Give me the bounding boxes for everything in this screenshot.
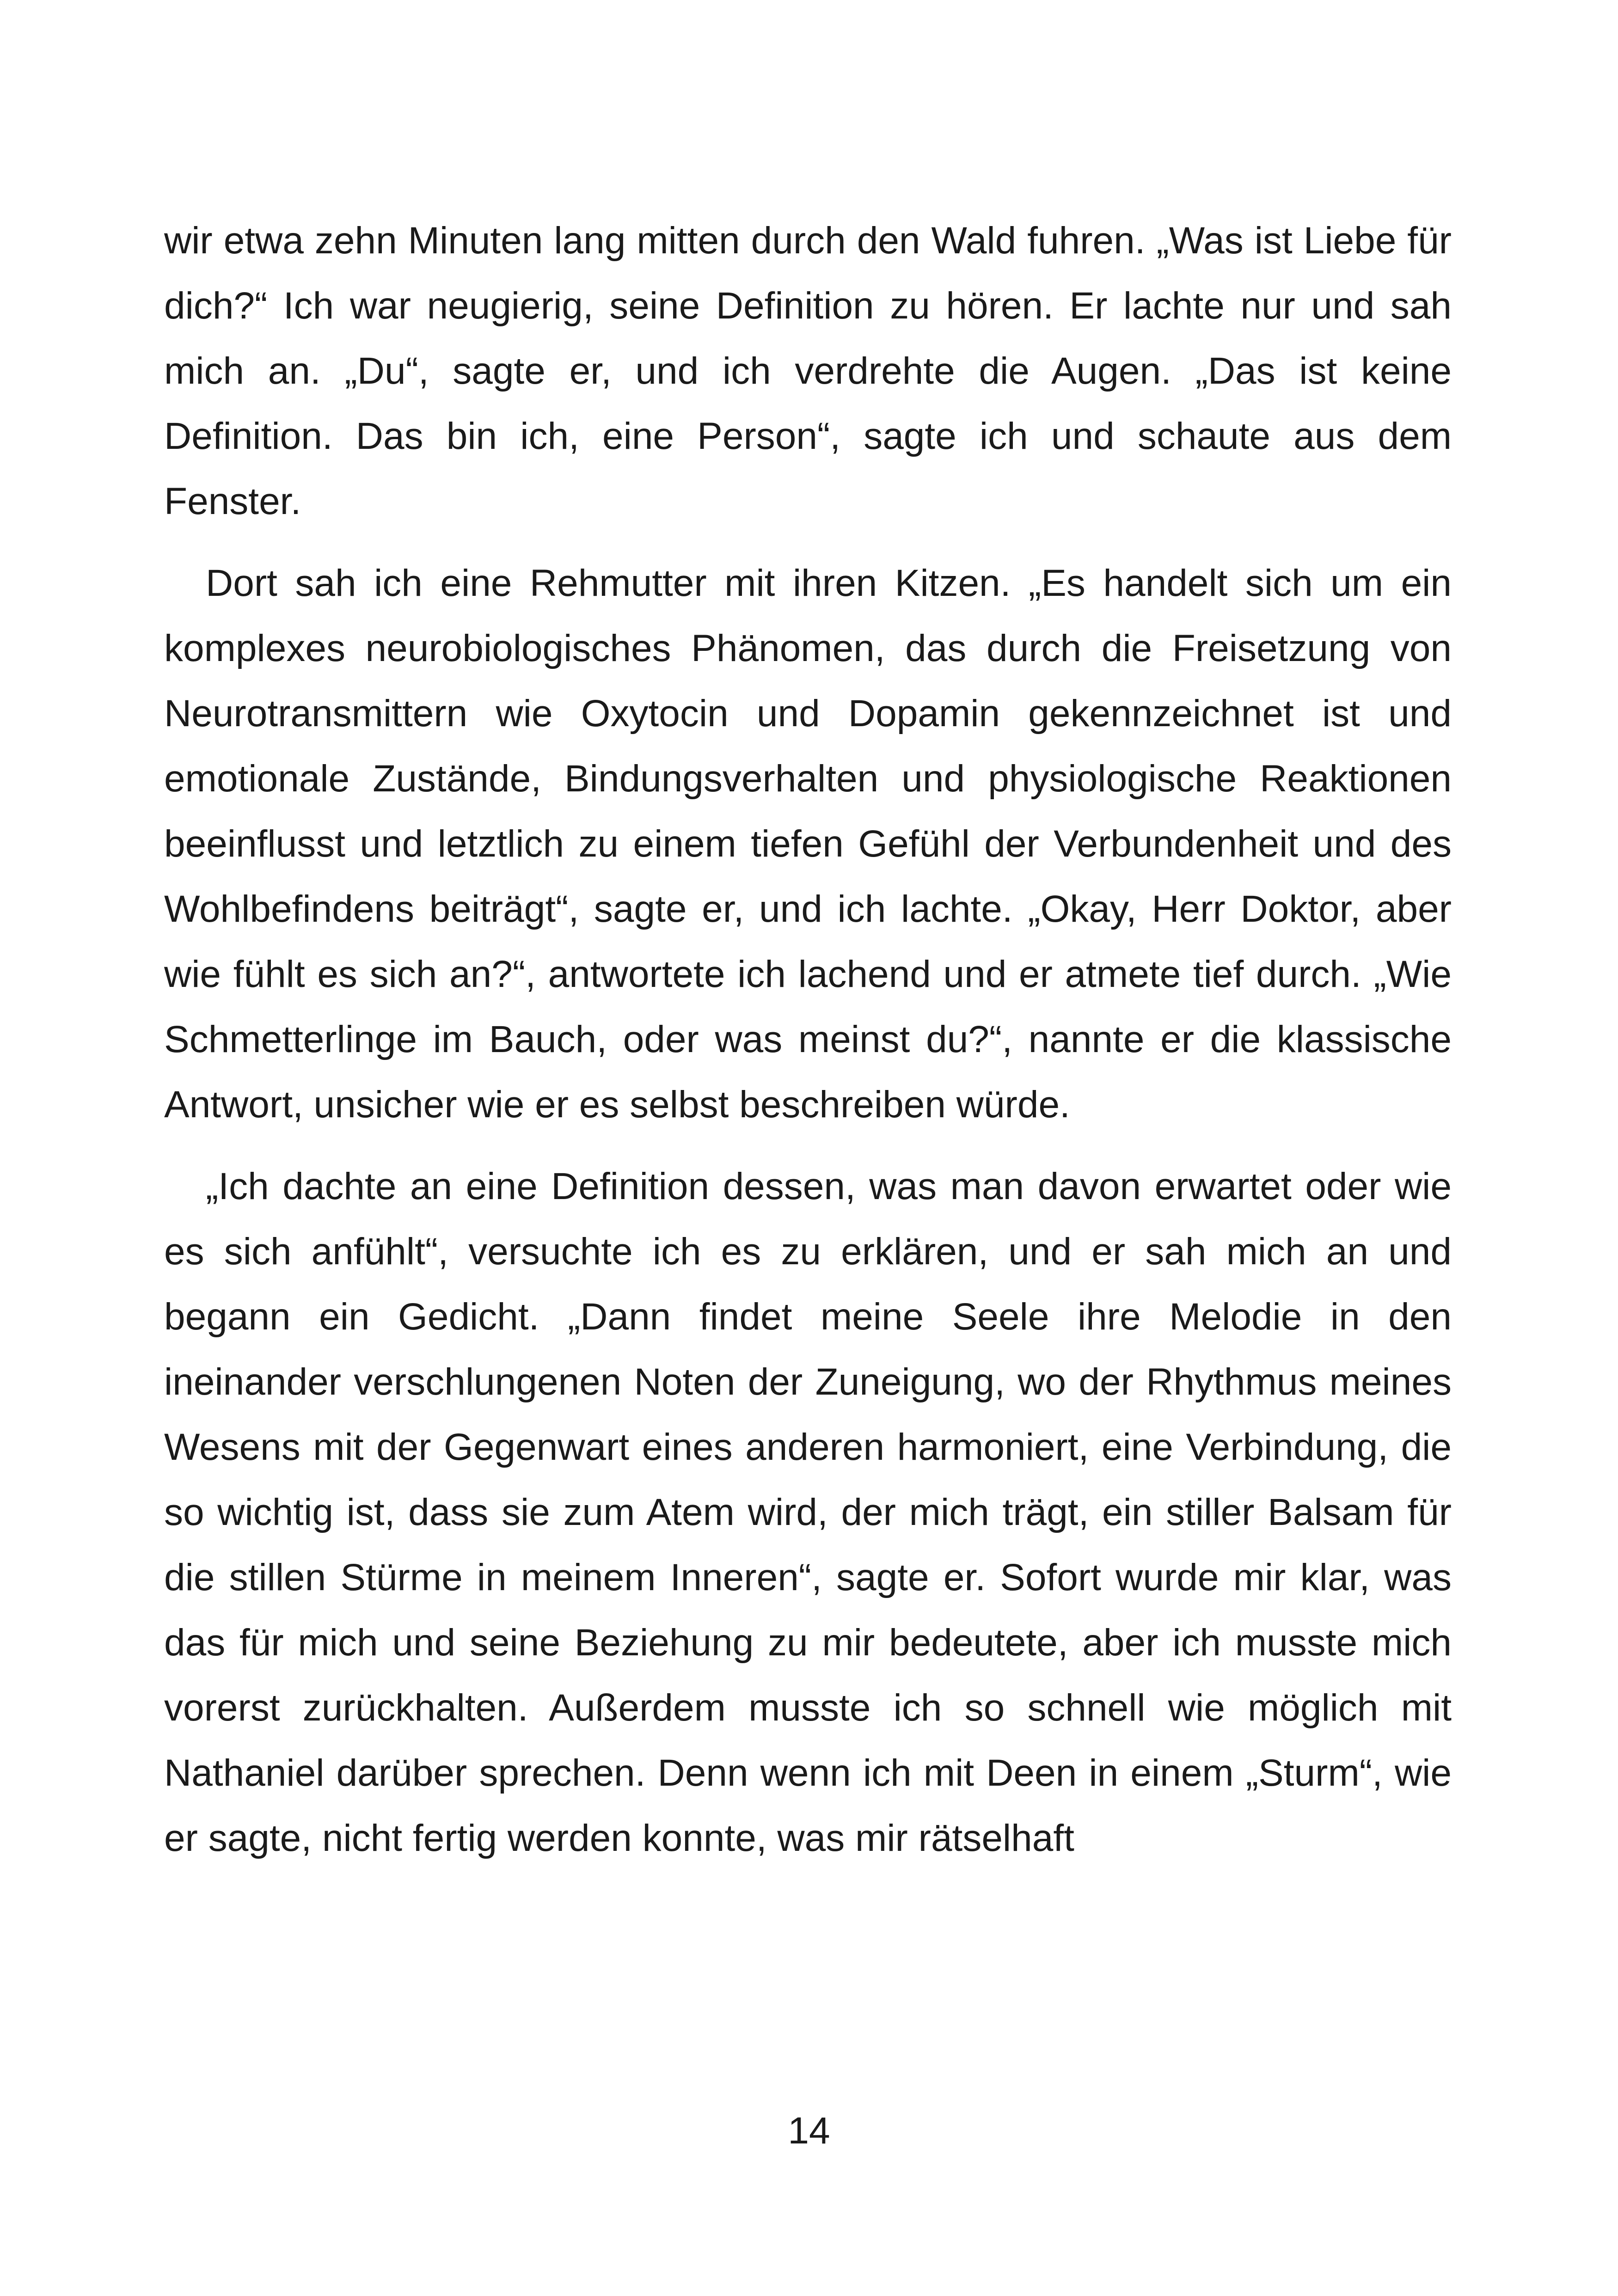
paragraph-3: „Ich dachte an eine Definition dessen, was man davon erwartet oder wie es sich anfühlt“, versuchte ich es zu erklären, und er sah mich an und begann ein Gedicht. „Dann findet meine Seele ihre Melodie in den ineinander verschlungenen Noten der Zuneigung, wo der Rhythmus meines Wesens mit der Gegenwart eines anderen harmoniert, eine Verbindung, die so wichtig ist, dass sie zum Atem wird, der mich trägt, ein stiller Balsam für die stillen Stürme in meinem Inneren“, sagte er. Sofort wurde mir klar, was das für mich und seine Beziehung zu mir bedeutete, aber ich musste mich vorerst zurückhalten. Außerdem musste ich so schnell wie möglich mit Nathaniel darüber sprechen. Denn wenn ich mit Deen in einem „Sturm“, wie er sagte, nicht fertig werden konnte, was mir rätselhaft <box>164 1165 1452 1859</box>
page-number: 14 <box>788 2110 830 2152</box>
paragraph-2: Dort sah ich eine Rehmutter mit ihren Kitzen. „Es handelt sich um ein komplexes neurobiologisches Phänomen, das durch die Freisetzung von Neurotransmittern wie Oxytocin und Dopamin gekennzeichnet ist und emotionale Zustände, Bindungsverhalten und physiologische Reaktionen beeinflusst und letztlich zu einem tiefen Gefühl der Verbundenheit und des Wohlbefindens beiträgt“, sagte er, und ich lachte. „Okay, Herr Doktor, aber wie fühlt es sich an?“, antwortete ich lachend und er atmete tief durch. „Wie Schmetterlinge im Bauch, oder was meinst du?“, nannte er die klassische Antwort, unsicher wie er es selbst beschreiben würde. <box>164 562 1452 1126</box>
paragraph-1: wir etwa zehn Minuten lang mitten durch den Wald fuhren. „Was ist Liebe für dich?“ Ich war neugierig, seine Definition zu hören. Er lachte nur und sah mich an. „Du“, sagte er, und ich verdrehte die Augen. „Das ist keine Definition. Das bin ich, eine Person“, sagte ich und schaute aus dem Fenster. <box>164 220 1452 522</box>
body-text <box>164 208 1452 1887</box>
